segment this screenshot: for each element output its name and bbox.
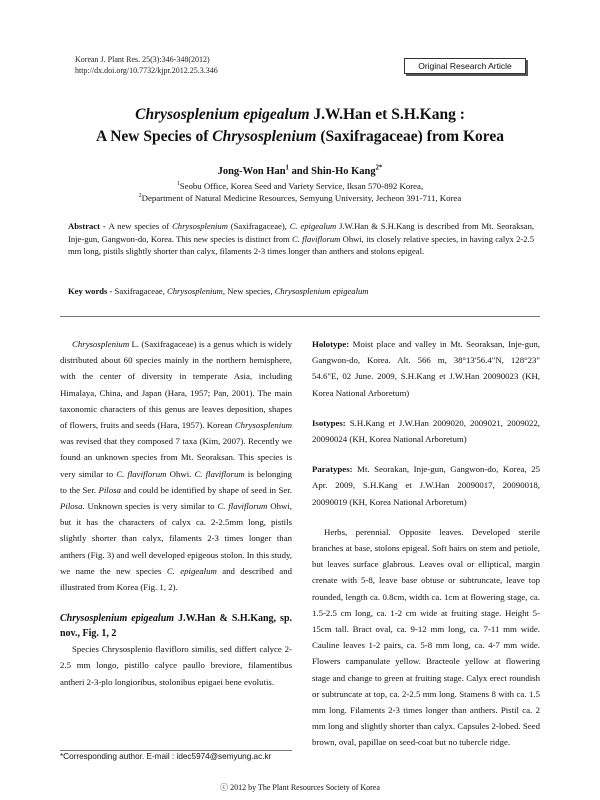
title-line-2	[60, 126, 540, 148]
copyright-notice: ⓒ 2012 by The Plant Resources Society of Korea	[220, 783, 380, 792]
intro-italic: Chrysosplenium	[72, 339, 130, 349]
author-2-affiliation-mark: 2*	[375, 164, 383, 172]
author-conjunction: and	[288, 166, 312, 177]
keywords	[68, 285, 534, 297]
intro-text: and could be identified by shape of seed in Ser.	[120, 484, 292, 495]
title-line-1	[60, 104, 540, 126]
author-2: Shin-Ho Kang	[311, 166, 376, 177]
holotype-paragraph	[312, 336, 540, 401]
intro-italic: C. flaviflorum	[116, 468, 167, 479]
right-column	[312, 336, 540, 751]
introduction-paragraph	[60, 336, 292, 595]
doi-link[interactable]: http://dx.doi.org/10.7732/kjpr.2012.25.3.346	[75, 66, 218, 75]
abstract-text: A new species of	[108, 221, 173, 231]
paratypes-text: Mt. Seorakan, Inje-gun, Gangwon-do, Korea, 25 Apr. 2009, S.H.Kang et J.W.Han 20090017, 20090018, 20090019 (KH, Korea National Arboretum)	[312, 464, 540, 507]
intro-italic: Chrysosplenium	[234, 420, 292, 431]
left-column	[60, 336, 292, 690]
keywords-label: Key words	[68, 286, 108, 296]
holotype-label: Holotype:	[312, 339, 350, 349]
article-type-badge: Original Research Article	[404, 58, 526, 74]
intro-text: L. (Saxifragaceae) is a genus which is widely distributed about 60 species mainly in the northern hemisphere, with the center of diversity in temperate Asia, including Himalaya, China, and Japan (Hara, 1957; Pan, 2001). The main taxonomic characters of this genus are leaves deposition, shapes of flowers, fruits and seeds (Hara, 1957). Korean	[60, 339, 292, 431]
journal-citation	[75, 54, 218, 76]
intro-text: is belonging to the Ser.	[60, 468, 292, 495]
author-list	[60, 165, 540, 178]
affiliation-2-mark: 2	[138, 193, 142, 200]
holotype-text: Moist place and valley in Mt. Seoraksan, Inje-gun, Gangwon-do, Korea. Alt. 566 m, 38°13'56.4"N, 128°23" 54.6"E, 02 June. 2009, S.H.Kang et J.W.Han 20090023 (KH, Korea National Arboretum)	[312, 339, 540, 398]
intro-italic: C. flaviflorum	[217, 501, 268, 512]
author-1-affiliation-mark: 1	[285, 164, 289, 172]
title-species-name: Chrysosplenium epigealum	[135, 106, 310, 123]
intro-text: Ohwi.	[166, 468, 195, 479]
isotypes-label: Isotypes:	[312, 417, 346, 428]
title-suffix: (Saxifragaceae) from Korea	[316, 128, 504, 145]
abstract	[68, 220, 534, 258]
author-1: Jong-Won Han	[217, 166, 286, 177]
description-paragraph: Herbs, perennial. Opposite leaves. Developed sterile branches at base, stolons epigeal. Soft hairs on stem and petiole, but leaves surface glabrous. Leaves oval or elliptical, margin crenate with 5-8, leave base obtuse or subtruncate, leave top rounded, length ca. 0.8cm, width ca. 1cm at flowering stage, ca. 1.5-2.5 cm long, ca. 1-2 cm wide at fruiting stage. Height 5-15cm tall. Bract oval, ca. 9-12 mm long, ca. 7-11 mm wide. Cauline leaves 1-2 pairs, ca. 5-8 mm long, ca. 4-7 mm wide. Flowers campanulate yellow. Bracteole yellow at flowering stage and change to green at fruiting stage. Calyx erect roundish or subtruncate at top, ca. 2-2.5 mm long. Stamens 8 with ca. 1.5 mm long. Filaments 2-3 times longer than anthers. Pistil ca. 2 mm long and slightly shorter than calyx. Capsules 2-lobed. Seed brown, oval, papillae on seed-coat but no tubercle ridge.	[312, 526, 540, 748]
intro-italic: Pilosa	[60, 501, 83, 512]
section-divider	[60, 316, 540, 317]
isotypes-text: S.H.Kang et J.W.Han 2009020, 2009021, 2009022, 20090024 (KH, Korea National Arboretum)	[312, 417, 540, 445]
keywords-italic: Chrysosplenium	[167, 286, 223, 296]
affiliation-1-text: Seobu Office, Korea Seed and Variety Service, Iksan 570-892 Korea,	[179, 181, 424, 191]
abstract-text: Ohwi, its closely relative species, in having calyx 2-2.5 mm long, pistils slightly shorter than calyx, filaments 2-3 times longer than anthers and stolons epigeal.	[68, 233, 534, 256]
affiliation-2-text: Department of Natural Medicine Resources, Semyung University, Jecheon 391-711, Korea	[141, 193, 462, 203]
intro-text: was revised that they composed 7 taxa (Kim, 2007). Recently we found an unknown species from Mt. Seoraksan. This species is very similar to	[60, 436, 292, 479]
abstract-italic: C. epigealum	[289, 221, 337, 231]
keywords-text: - Saxifragaceae,	[107, 286, 168, 296]
affiliation-1-mark: 1	[176, 181, 180, 188]
keywords-italic: Chrysosplenium epigealum	[274, 286, 369, 296]
intro-text: Ohwi, but it has the characters of calyx ca. 2-2.5mm long, pistils slightly shorter than calyx, filaments 2-3 times longer than anthers (Fig. 3) and well developed epigeous stolon. In this study, we name the new species	[60, 501, 292, 576]
title-authority: J.W.Han et S.H.Kang :	[309, 106, 465, 123]
title-genus-name: Chrysosplenium	[212, 128, 317, 145]
paratypes-label: Paratypes:	[312, 464, 353, 475]
paratypes-paragraph	[312, 461, 540, 510]
corresponding-author-footnote: *Corresponding author. E-mail : idec5974@semyung.ac.kr	[60, 752, 272, 761]
intro-italic: Pilosa	[98, 484, 121, 495]
intro-text: . Unknown species is very similar to	[82, 501, 218, 512]
abstract-text: (Saxifragaceae),	[227, 221, 290, 231]
intro-italic: C. epigealum	[166, 565, 217, 576]
intro-text: and described and illustrated from Korea (Fig. 1, 2).	[60, 565, 292, 593]
abstract-italic: Chrysosplenium	[172, 221, 228, 231]
species-heading	[60, 611, 292, 641]
keywords-text: , New species,	[222, 286, 275, 296]
footnote-divider	[60, 750, 292, 751]
intro-italic: C. flaviflorum	[194, 468, 245, 479]
abstract-label: Abstract -	[68, 221, 109, 231]
isotypes-paragraph	[312, 415, 540, 447]
article-title	[60, 104, 540, 148]
journal-volume-line: Korean J. Plant Res. 25(3):346-348(2012)	[75, 55, 210, 64]
abstract-text: J.W.Han & S.H.Kang is described from Mt. Seoraksan, Inje-gun, Gangwon-do, Korea. This new species is distinct from	[68, 221, 535, 244]
affiliations	[60, 180, 540, 204]
affiliation-2	[60, 192, 540, 204]
abstract-italic: C. flaviflorum	[292, 233, 341, 244]
affiliation-1	[60, 180, 540, 192]
species-heading-rest: J.W.Han & S.H.Kang, sp. nov., Fig. 1, 2	[60, 613, 293, 640]
title-prefix: A New Species of	[96, 128, 213, 145]
species-heading-name: Chrysosplenium epigealum	[60, 613, 175, 625]
latin-diagnosis: Species Chrysosplenio flavifloro similis, sed differt calyce 2-2.5 mm longo, pistillo calyce paullo breviore, filamentibus antheri 2-3-plo longioribus, stolonibus epigaei bene evolutis.	[60, 644, 292, 687]
